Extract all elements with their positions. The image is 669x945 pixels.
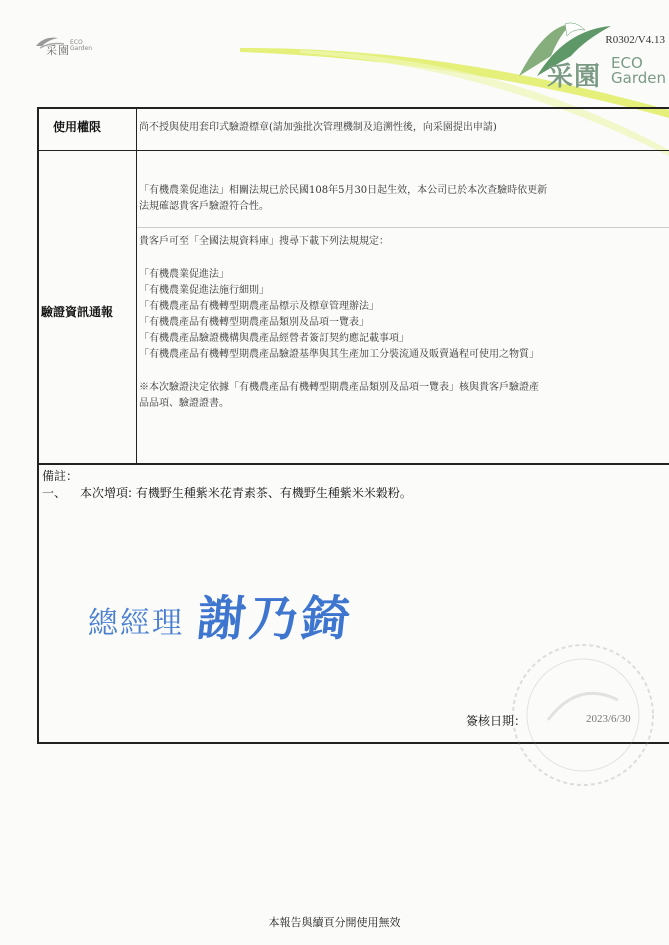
regulation-item: 「有機農業促進法施行細則」 (139, 285, 269, 296)
notice-para1-line1: 「有機農業促進法」相關法規已於民國108年5月30日起生效，本公司已於本次查驗時依更新 (139, 185, 548, 196)
notice-para3-line2: 品品項、驗證證書。 (139, 398, 229, 409)
regulation-item: 「有機農產品驗證機構與農產品經營者簽訂契約應記載事項」 (139, 333, 409, 344)
small-logo (34, 30, 104, 58)
remarks-label: 備註： (42, 469, 79, 483)
logo-en-name: ECO Garden (611, 54, 666, 87)
logo-cn-name: 采園 (547, 62, 602, 92)
notice-label: 驗證資訊通報 (41, 305, 114, 319)
sign-date-label: 簽核日期： (466, 714, 527, 728)
table-bottom-border (37, 463, 669, 465)
inner-divider (137, 227, 669, 228)
remarks-item-number: 一、 (42, 486, 67, 500)
sign-date-value: 2023/6/30 (586, 713, 631, 725)
info-table (37, 107, 669, 464)
remarks-left-border (37, 464, 39, 744)
small-logo-en: ECO Garden (70, 39, 92, 52)
faded-seal-icon (508, 640, 658, 790)
document-code: R0302/V4.13 (605, 34, 665, 46)
usage-rights-label: 使用權限 (53, 120, 102, 134)
regulation-item: 「有機農業促進法」 (139, 269, 229, 280)
notice-intro: 貴客戶可至「全國法規資料庫」搜尋下載下列法規規定： (139, 236, 389, 247)
regulation-item: 「有機農產品有機轉型期農產品類別及品項一覽表」 (139, 317, 369, 328)
table-top-border (37, 107, 669, 109)
small-logo-cn: 采園 (46, 44, 70, 57)
notice-para1-line2: 法規確認貴客戶驗證符合性。 (139, 201, 269, 212)
footer-note: 本報告與續頁分開使用無效 (268, 916, 401, 929)
general-manager-title-stamp: 總經理 (88, 606, 184, 641)
notice-para3-line1: ※本次驗證決定依據「有機農產品有機轉型期農產品類別及品項一覽表」核與貴客戶驗證產 (139, 382, 539, 393)
regulation-item: 「有機農產品有機轉型期農產品驗證基準與其生產加工分裝流通及販賣過程可使用之物質」 (139, 349, 539, 360)
table-left-border (37, 107, 39, 464)
remarks-item-text: 本次增項: 有機野生種紫米花青素茶、有機野生種紫米米穀粉。 (80, 486, 412, 500)
general-manager-signature: 謝乃錡 (194, 591, 357, 647)
company-logo (515, 16, 669, 92)
usage-rights-text: 尚不授與使用套印式驗證標章(請加強批次管理機制及追溯性後，向采園提出申請) (139, 122, 497, 133)
column-divider (136, 107, 137, 464)
row-divider (37, 150, 669, 151)
regulation-item: 「有機農產品有機轉型期農產品標示及標章管理辦法」 (139, 301, 379, 312)
